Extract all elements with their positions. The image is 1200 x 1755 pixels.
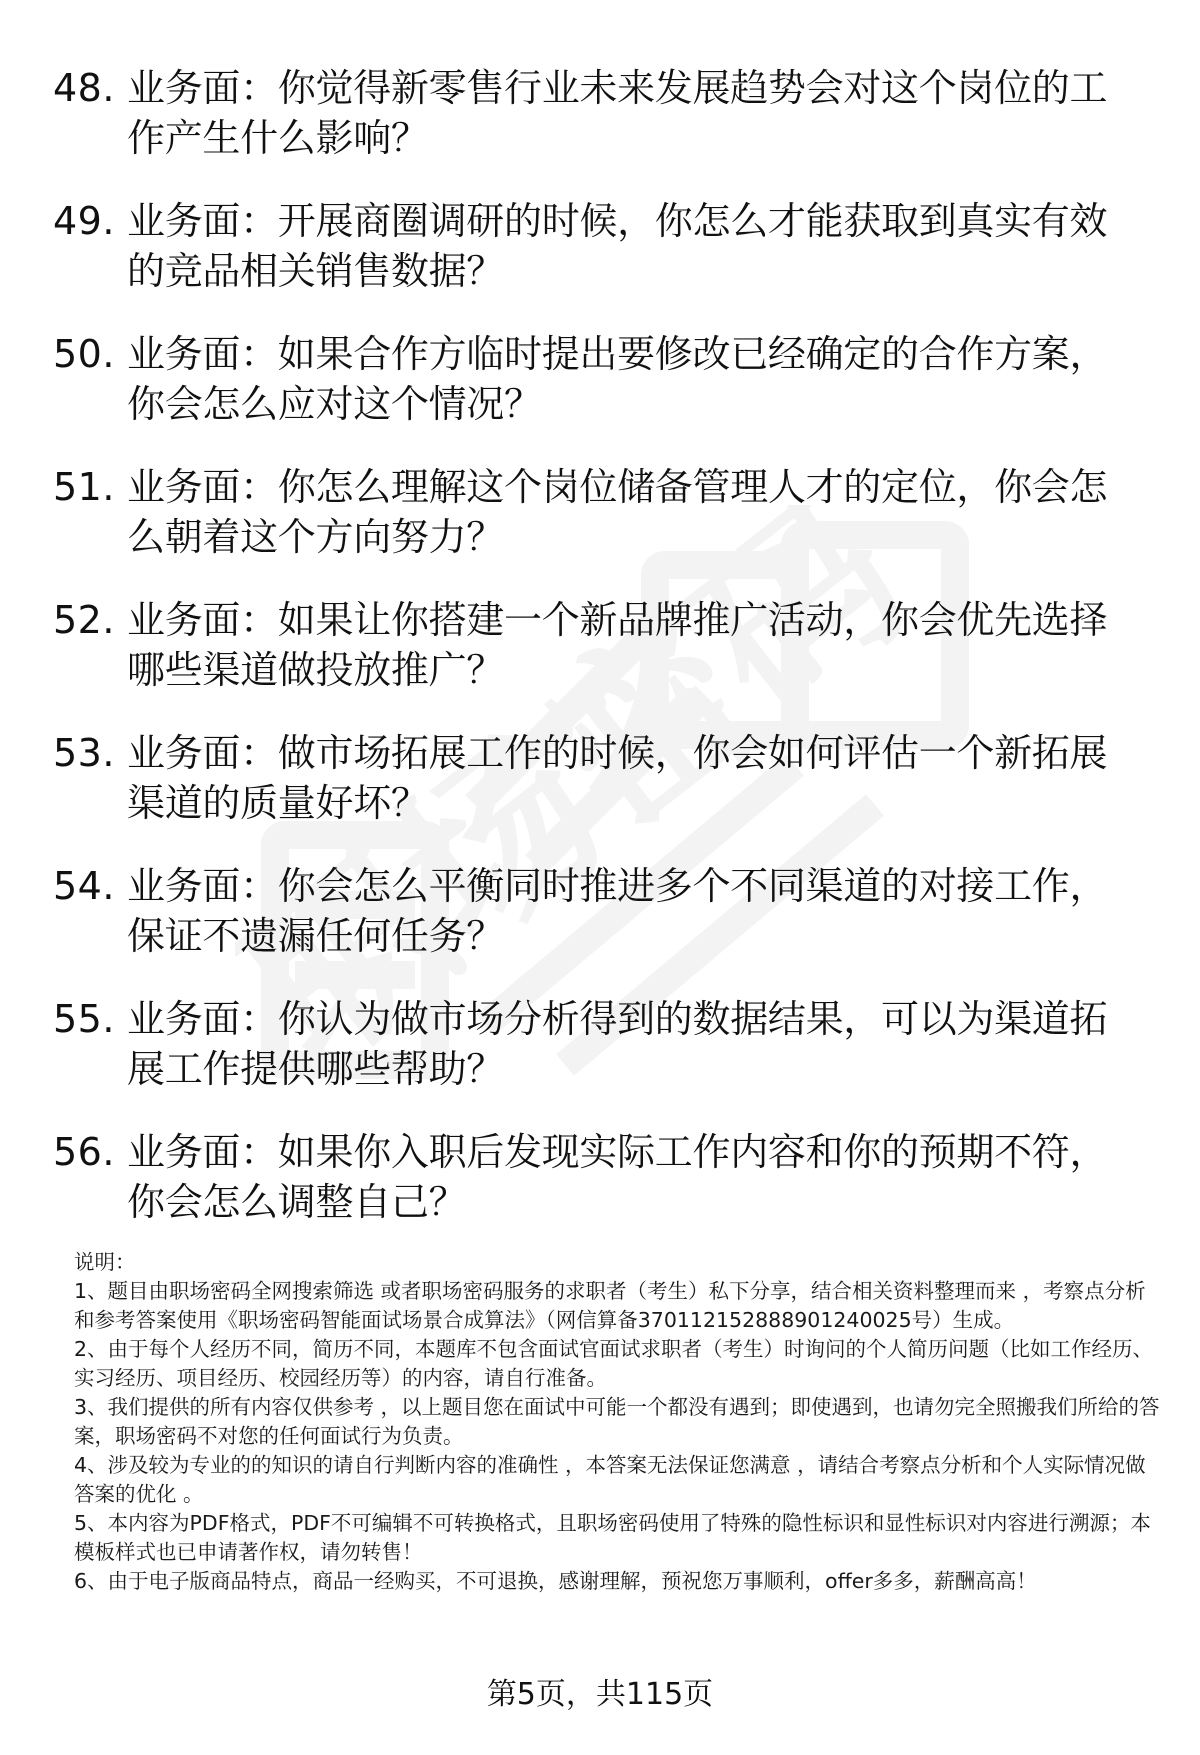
question-item — [0, 722, 1200, 855]
question-item — [0, 57, 1200, 190]
question-text: 业务面：你觉得新零售行业未来发展趋势会对这个岗位的工作产生什么影响？ — [127, 66, 1108, 160]
question-text: 业务面：开展商圈调研的时候，你怎么才能获取到真实有效的竞品相关销售数据？ — [127, 199, 1108, 293]
note-item: 1、题目由职场密码全网搜索筛选 或者职场密码服务的求职者（考生）私下分享，结合相关资料整理而来 ，考察点分析和参考答案使用《职场密码智能面试场景合成算法》（网信算备370112152888901240025号）生成。 — [74, 1279, 1146, 1332]
question-item — [0, 323, 1200, 456]
question-number: 49. — [53, 199, 115, 243]
question-item — [0, 190, 1200, 323]
question-number: 50. — [53, 332, 115, 376]
question-list — [0, 57, 1200, 1254]
question-number: 52. — [53, 598, 115, 642]
question-text: 业务面：你怎么理解这个岗位储备管理人才的定位，你会怎么朝着这个方向努力？ — [127, 465, 1108, 559]
note-item: 5、本内容为PDF格式，PDF不可编辑不可转换格式，且职场密码使用了特殊的隐性标识和显性标识对内容进行溯源；本模板样式也已申请著作权，请勿转售！ — [74, 1511, 1151, 1564]
question-number: 48. — [53, 66, 115, 110]
note-item: 6、由于电子版商品特点，商品一经购买，不可退换，感谢理解，预祝您万事顺利，offer多多，薪酬高高！ — [74, 1569, 1037, 1593]
question-text: 业务面：如果让你搭建一个新品牌推广活动，你会优先选择哪些渠道做投放推广？ — [127, 598, 1108, 692]
question-number: 51. — [53, 465, 115, 509]
question-number: 54. — [53, 864, 115, 908]
question-text: 业务面：你认为做市场分析得到的数据结果，可以为渠道拓展工作提供哪些帮助？ — [127, 997, 1108, 1091]
question-item — [0, 855, 1200, 988]
question-number: 55. — [53, 997, 115, 1041]
note-item: 4、涉及较为专业的的知识的请自行判断内容的准确性 ，本答案无法保证您满意 ，请结合考察点分析和个人实际情况做答案的优化 。 — [74, 1453, 1146, 1506]
question-item — [0, 456, 1200, 589]
question-text: 业务面：你会怎么平衡同时推进多个不同渠道的对接工作，保证不遗漏任何任务？ — [127, 864, 1108, 958]
question-text: 业务面：做市场拓展工作的时候，你会如何评估一个新拓展渠道的质量好坏？ — [127, 731, 1108, 825]
note-item: 2、由于每个人经历不同，简历不同，本题库不包含面试官面试求职者（考生）时询问的个人简历问题（比如工作经历、实习经历、项目经历、校园经历等）的内容，请自行准备。 — [74, 1337, 1154, 1390]
question-item — [0, 988, 1200, 1121]
notes-section — [74, 1248, 1164, 1596]
question-item — [0, 1121, 1200, 1254]
question-item — [0, 589, 1200, 722]
notes-title: 说明： — [74, 1250, 136, 1274]
page-footer: 第5页，共115页 — [486, 1677, 714, 1712]
note-item: 3、我们提供的所有内容仅供参考 ，以上题目您在面试中可能一个都没有遇到；即使遇到，也请勿完全照搬我们所给的答案，职场密码不对您的任何面试行为负责。 — [74, 1395, 1160, 1448]
question-number: 56. — [53, 1130, 115, 1174]
question-text: 业务面：如果你入职后发现实际工作内容和你的预期不符，你会怎么调整自己？ — [127, 1130, 1108, 1224]
question-text: 业务面：如果合作方临时提出要修改已经确定的合作方案，你会怎么应对这个情况？ — [127, 332, 1108, 426]
question-number: 53. — [53, 731, 115, 775]
